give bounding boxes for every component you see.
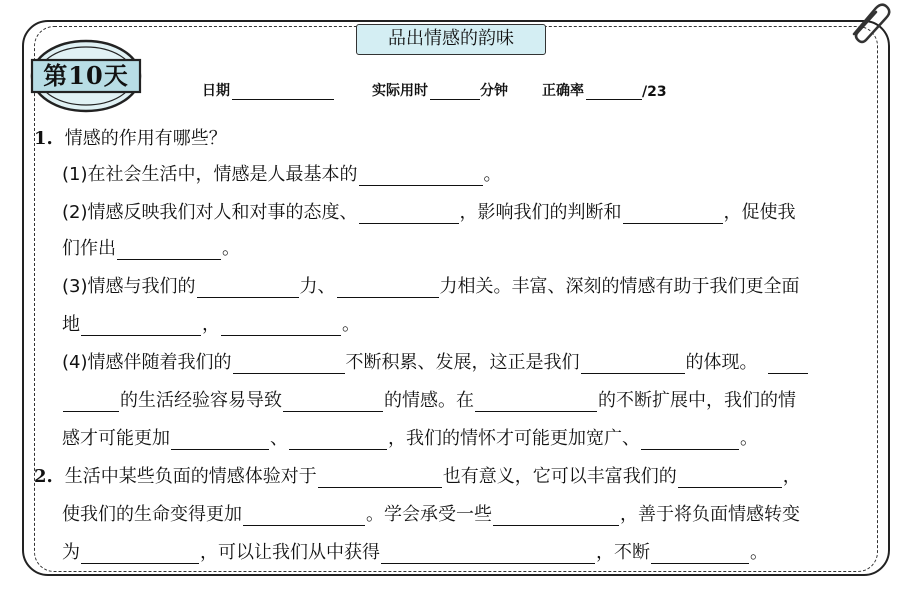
answer-blank[interactable] [233, 355, 345, 374]
q1-p4-text-a: (4)情感伴随着我们的 [62, 352, 232, 373]
answer-blank[interactable] [359, 167, 483, 186]
q1-part3-line2 [62, 314, 360, 336]
q1-p2-text-d: 们作出 [62, 238, 116, 259]
q1-p4-text-d: 的生活经验容易导致 [120, 390, 282, 411]
q1-part4-line3 [62, 428, 758, 450]
answer-blank[interactable] [221, 317, 341, 336]
q1-p3-text-b: 力、 [299, 276, 336, 297]
q1-number: 1. [34, 128, 53, 149]
q1-p1-text: (1)在社会生活中，情感是人最基本的 [62, 164, 358, 185]
q1-part4-line2 [62, 390, 796, 412]
paperclip-icon [846, 0, 896, 44]
answer-blank[interactable] [641, 431, 739, 450]
q2-number: 2. [34, 466, 53, 487]
q2-text-f: ，善于将负面情感转变 [620, 504, 800, 525]
accuracy-blank[interactable] [586, 85, 642, 100]
q2-line2 [62, 504, 800, 526]
answer-blank[interactable] [197, 279, 299, 298]
q1-p4-text-g: 感才可能更加 [62, 428, 170, 449]
q2-line1 [34, 466, 801, 488]
accuracy-label: 正确率 [542, 83, 584, 99]
q2-text-c: ， [782, 466, 801, 487]
q1-p4-text-i: ，我们的情怀才可能更加宽广、 [388, 428, 640, 449]
q1-p3-text-c: 力相关。丰富、深刻的情感有助于我们更全面 [439, 276, 800, 297]
answer-blank[interactable] [283, 393, 383, 412]
q1-p4-text-b: 不断积累、发展，这正是我们 [345, 352, 580, 373]
answer-blank[interactable] [81, 317, 201, 336]
q2-end: 。 [750, 542, 768, 563]
date-blank[interactable] [232, 85, 334, 100]
answer-blank[interactable] [289, 431, 387, 450]
answer-blank[interactable] [243, 507, 365, 526]
q1-p3-text-a: (3)情感与我们的 [62, 276, 196, 297]
q2-text-g: 为 [62, 542, 80, 563]
answer-blank[interactable] [623, 205, 723, 224]
page-title: 品出情感的韵味 [356, 24, 546, 55]
q2-text-h: ，可以让我们从中获得 [200, 542, 380, 563]
answer-blank[interactable] [318, 469, 442, 488]
answer-blank[interactable] [81, 545, 199, 564]
time-blank[interactable] [430, 85, 480, 100]
answer-blank[interactable] [678, 469, 782, 488]
answer-blank[interactable] [651, 545, 749, 564]
answer-blank[interactable] [63, 393, 119, 412]
q1-p2-end: 。 [222, 238, 240, 259]
q2-text-d: 使我们的生命变得更加 [62, 504, 242, 525]
q1-p3-text-d: 地 [62, 314, 80, 335]
meta-row [202, 80, 667, 100]
q1-p2-text-c: ，促使我 [723, 202, 796, 223]
q2-text-b: 也有意义，它可以丰富我们的 [442, 466, 677, 487]
answer-blank[interactable] [493, 507, 619, 526]
q1-p2-text-b: ，影响我们的判断和 [459, 202, 622, 223]
q1-p3-text-e: ， [202, 314, 220, 335]
q1-p4-text-h: 、 [270, 428, 288, 449]
answer-blank[interactable] [117, 241, 221, 260]
q1-part2-line2 [62, 238, 240, 260]
q1-part1-line [62, 164, 502, 186]
inner-dashed-border [34, 26, 878, 572]
q1-p2-text-a: (2)情感反映我们对人和对事的态度、 [62, 202, 358, 223]
q1-stem: 情感的作用有哪些？ [64, 128, 227, 149]
q1-p1-end: 。 [483, 164, 502, 185]
accuracy-total: /23 [642, 84, 667, 100]
q1-p4-text-c: 的体现。 [685, 352, 758, 373]
answer-blank[interactable] [581, 355, 685, 374]
q1-part2-line [62, 202, 796, 224]
day-badge: 第10天 [43, 61, 129, 90]
answer-blank[interactable] [359, 205, 459, 224]
answer-blank[interactable] [768, 355, 808, 374]
answer-blank[interactable] [337, 279, 439, 298]
q1-p4-end: 。 [740, 428, 758, 449]
time-label: 实际用时 [372, 83, 428, 99]
q1-part4-line [62, 352, 809, 374]
answer-blank[interactable] [171, 431, 269, 450]
q1-part3-line [62, 276, 800, 298]
answer-blank[interactable] [381, 545, 595, 564]
time-unit: 分钟 [480, 83, 508, 99]
answer-blank[interactable] [475, 393, 597, 412]
q2-text-i: ，不断 [596, 542, 650, 563]
date-label: 日期 [202, 83, 230, 99]
q1-stem-line [34, 128, 227, 150]
q2-text-e: 。学会承受一些 [366, 504, 492, 525]
q1-p4-text-e: 的情感。在 [384, 390, 474, 411]
q1-p3-end: 。 [342, 314, 360, 335]
q2-line3 [62, 542, 768, 564]
q2-text-a: 生活中某些负面的情感体验对于 [64, 466, 317, 487]
q1-p4-text-f: 的不断扩展中，我们的情 [598, 390, 796, 411]
